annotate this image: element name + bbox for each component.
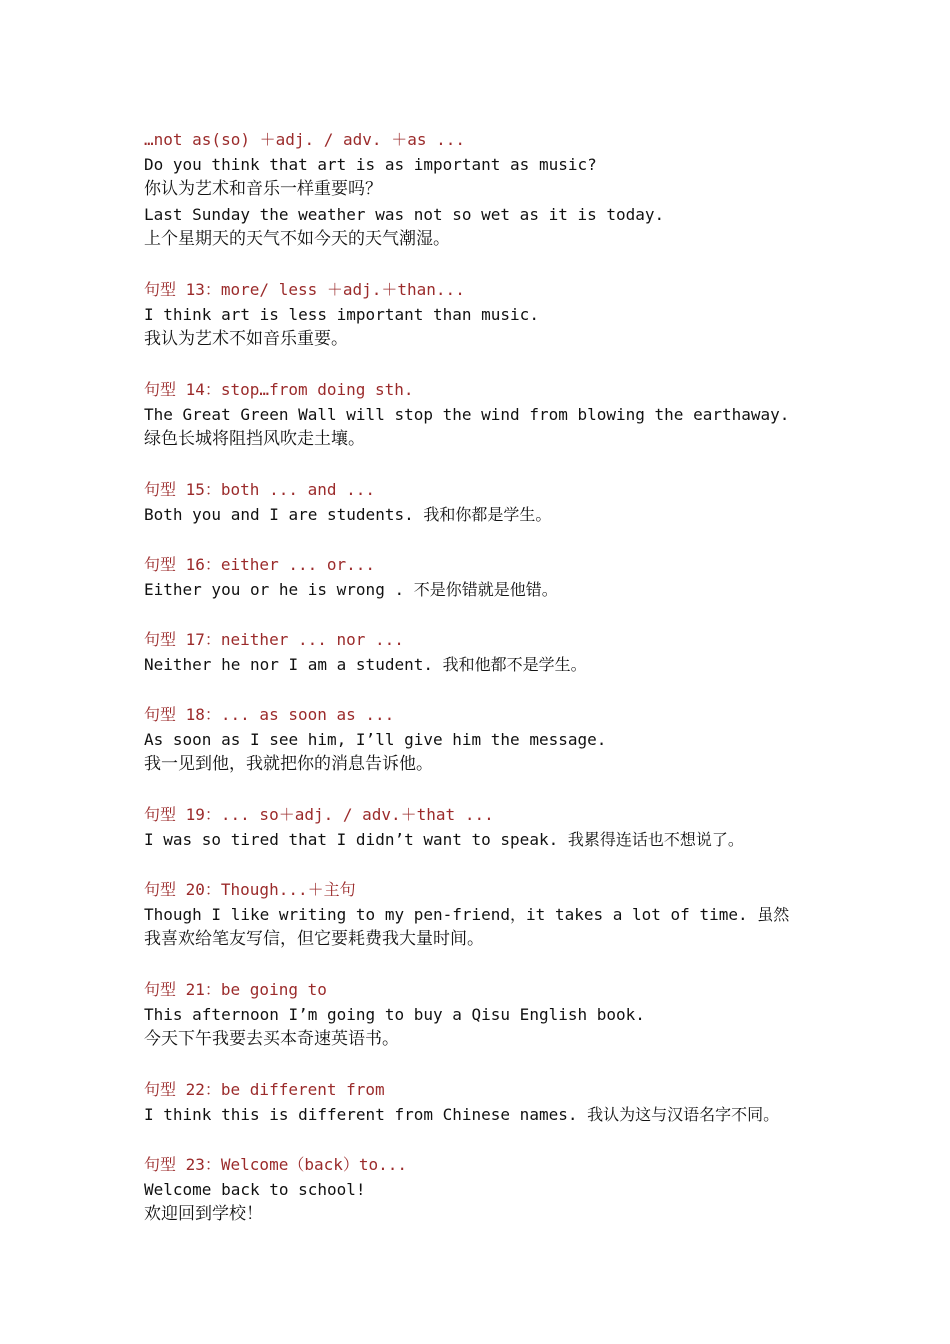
translation: 上个星期天的天气不如今天的天气潮湿。	[144, 229, 450, 249]
translation: 我一见到他，我就把你的消息告诉他。	[144, 754, 433, 774]
example-sentence: Last Sunday the weather was not so wet as it is today.	[144, 205, 665, 224]
pattern-heading: 句型 17：neither ... nor ...	[144, 630, 404, 649]
example-sentence: I think art is less important than music.	[144, 305, 539, 324]
block-pattern-19	[144, 802, 844, 852]
example-sentence: Though I like writing to my pen-friend，it takes a lot of time. 虽然	[144, 905, 790, 924]
example-sentence: Either you or he is wrong . 不是你错就是他错。	[144, 580, 558, 599]
block-pattern-21	[144, 977, 844, 1052]
example-sentence: Neither he nor I am a student. 我和他都不是学生。	[144, 655, 587, 674]
translation: 绿色长城将阻挡风吹走土壤。	[144, 429, 365, 449]
document-page	[144, 127, 844, 1227]
block-pattern-23	[144, 1152, 844, 1227]
example-sentence: Both you and I are students. 我和你都是学生。	[144, 505, 552, 524]
pattern-heading: 句型 22：be different from	[144, 1080, 385, 1099]
block-as-so	[144, 127, 844, 252]
block-pattern-22	[144, 1077, 844, 1127]
block-pattern-18	[144, 702, 844, 777]
block-pattern-17	[144, 627, 844, 677]
pattern-heading: …not as(so) ＋adj. / adv. ＋as ...	[144, 130, 465, 149]
example-sentence: This afternoon I’m going to buy a Qisu English book.	[144, 1005, 645, 1024]
translation: 我认为艺术不如音乐重要。	[144, 329, 348, 349]
pattern-heading: 句型 20：Though...＋主句	[144, 880, 356, 899]
translation: 今天下午我要去买本奇速英语书。	[144, 1029, 399, 1049]
block-pattern-14	[144, 377, 844, 452]
pattern-heading: 句型 14：stop…from doing sth.	[144, 380, 414, 399]
example-sentence: I was so tired that I didn’t want to speak. 我累得连话也不想说了。	[144, 830, 744, 849]
pattern-heading: 句型 21：be going to	[144, 980, 327, 999]
pattern-heading: 句型 18：... as soon as ...	[144, 705, 395, 724]
pattern-heading: 句型 19：... so＋adj. / adv.＋that ...	[144, 805, 494, 824]
translation: 欢迎回到学校！	[144, 1204, 263, 1224]
example-sentence: As soon as I see him, I’ll give him the message.	[144, 730, 607, 749]
block-pattern-13	[144, 277, 844, 352]
pattern-heading: 句型 15：both ... and ...	[144, 480, 376, 499]
translation: 你认为艺术和音乐一样重要吗？	[144, 179, 382, 199]
pattern-heading: 句型 13：more/ less ＋adj.＋than...	[144, 280, 465, 299]
block-pattern-20	[144, 877, 844, 952]
example-sentence: I think this is different from Chinese names. 我认为这与汉语名字不同。	[144, 1105, 780, 1124]
block-pattern-15	[144, 477, 844, 527]
example-sentence: The Great Green Wall will stop the wind from blowing the earthaway.	[144, 405, 790, 424]
example-sentence: Do you think that art is as important as music?	[144, 155, 597, 174]
pattern-heading: 句型 16：either ... or...	[144, 555, 376, 574]
translation: 我喜欢给笔友写信，但它要耗费我大量时间。	[144, 929, 484, 949]
block-pattern-16	[144, 552, 844, 602]
example-sentence: Welcome back to school!	[144, 1180, 366, 1199]
pattern-heading: 句型 23：Welcome（back）to...	[144, 1155, 408, 1174]
